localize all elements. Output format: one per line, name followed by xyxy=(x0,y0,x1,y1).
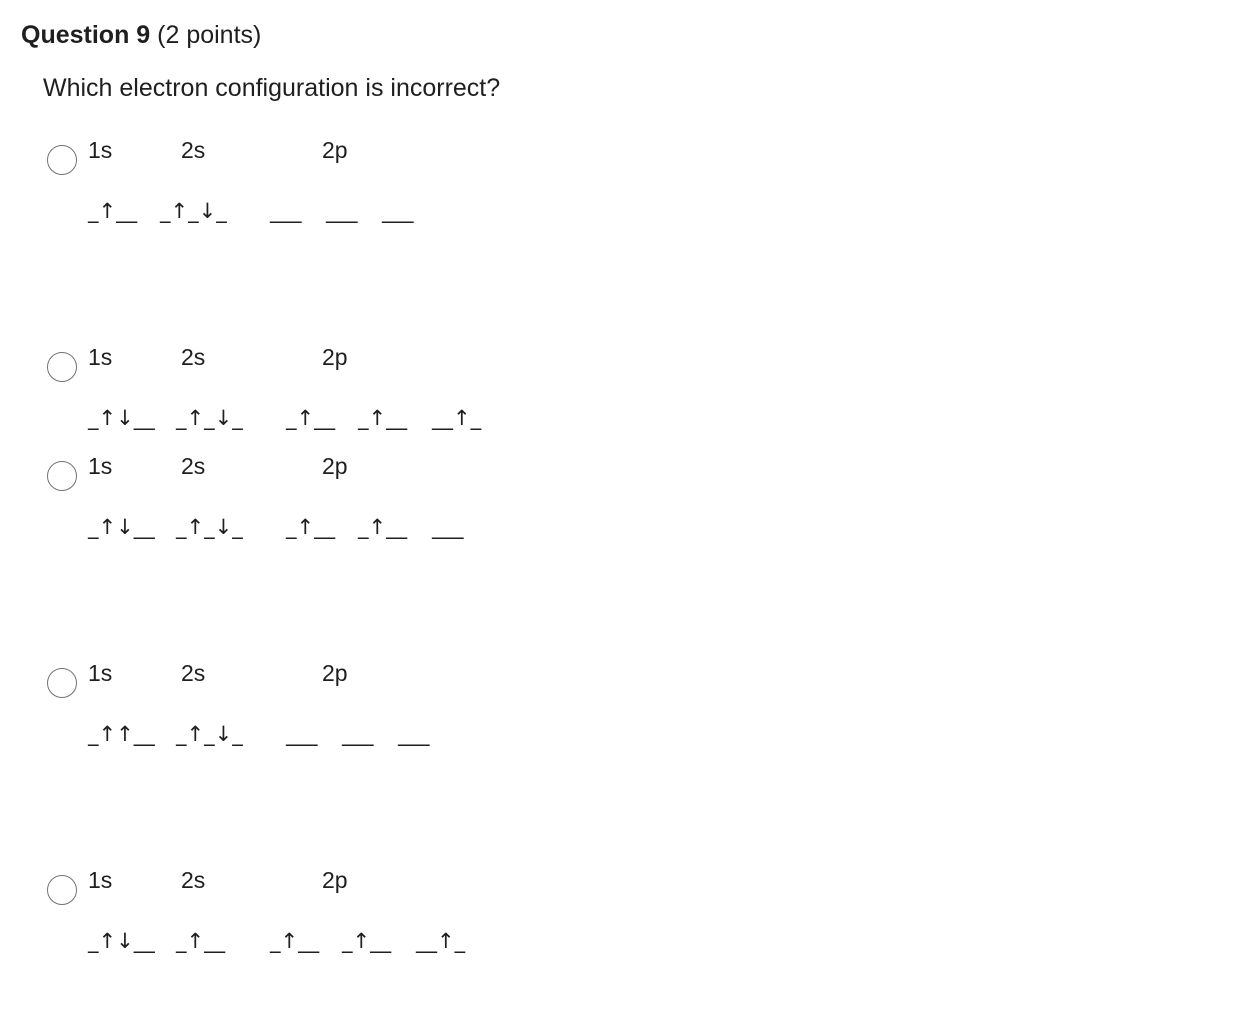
orbital-label-2p: 2p xyxy=(322,660,348,686)
orbital-2px: ___ xyxy=(286,722,318,746)
orbital-label-1s: 1s xyxy=(88,453,113,479)
radio-button[interactable] xyxy=(47,875,77,905)
orbital-1s: _↑↓__ xyxy=(88,515,155,539)
orbital-label-2s: 2s xyxy=(181,137,206,163)
orbital-2s: _↑_↓_ xyxy=(160,199,227,223)
orbital-label-2p: 2p xyxy=(322,453,348,479)
question-points: (2 points) xyxy=(157,21,262,49)
orbital-2s: _↑_↓_ xyxy=(176,722,243,746)
orbital-2pz: ___ xyxy=(382,199,414,223)
orbital-2py: _↑__ xyxy=(358,406,408,430)
orbital-1s: _↑↓__ xyxy=(88,406,155,430)
orbital-1s: _↑↑__ xyxy=(88,722,155,746)
orbital-label-2p: 2p xyxy=(322,137,348,163)
orbital-label-2p: 2p xyxy=(322,344,348,370)
orbital-2px: _↑__ xyxy=(270,929,320,953)
orbital-2py: _↑__ xyxy=(342,929,392,953)
orbital-2py: _↑__ xyxy=(358,515,408,539)
question-header xyxy=(21,19,261,51)
orbital-label-1s: 1s xyxy=(88,137,113,163)
answer-option xyxy=(0,656,700,796)
radio-button[interactable] xyxy=(47,461,77,491)
question-prompt: Which electron configuration is incorrect? xyxy=(43,74,501,102)
orbital-label-2p: 2p xyxy=(322,867,348,893)
radio-button[interactable] xyxy=(47,352,77,382)
orbital-1s: _↑__ xyxy=(88,199,138,223)
orbital-2px: ___ xyxy=(270,199,302,223)
question-title: Question 9 xyxy=(21,21,151,49)
answer-option xyxy=(0,449,700,589)
orbital-label-2s: 2s xyxy=(181,453,206,479)
orbital-2py: ___ xyxy=(342,722,374,746)
radio-button[interactable] xyxy=(47,668,77,698)
orbital-2px: _↑__ xyxy=(286,406,336,430)
orbital-label-2s: 2s xyxy=(181,344,206,370)
answer-option xyxy=(0,863,700,1003)
answer-option xyxy=(0,133,700,273)
orbital-label-1s: 1s xyxy=(88,867,113,893)
orbital-label-1s: 1s xyxy=(88,660,113,686)
orbital-2pz: __↑_ xyxy=(432,406,482,430)
orbital-2pz: ___ xyxy=(432,515,464,539)
orbital-2px: _↑__ xyxy=(286,515,336,539)
orbital-label-1s: 1s xyxy=(88,344,113,370)
orbital-2s: _↑_↓_ xyxy=(176,406,243,430)
radio-button[interactable] xyxy=(47,145,77,175)
orbital-2pz: ___ xyxy=(398,722,430,746)
orbital-2pz: __↑_ xyxy=(416,929,466,953)
orbital-2s: _↑_↓_ xyxy=(176,515,243,539)
orbital-2py: ___ xyxy=(326,199,358,223)
orbital-2s: _↑__ xyxy=(176,929,226,953)
orbital-label-2s: 2s xyxy=(181,660,206,686)
orbital-label-2s: 2s xyxy=(181,867,206,893)
orbital-1s: _↑↓__ xyxy=(88,929,155,953)
